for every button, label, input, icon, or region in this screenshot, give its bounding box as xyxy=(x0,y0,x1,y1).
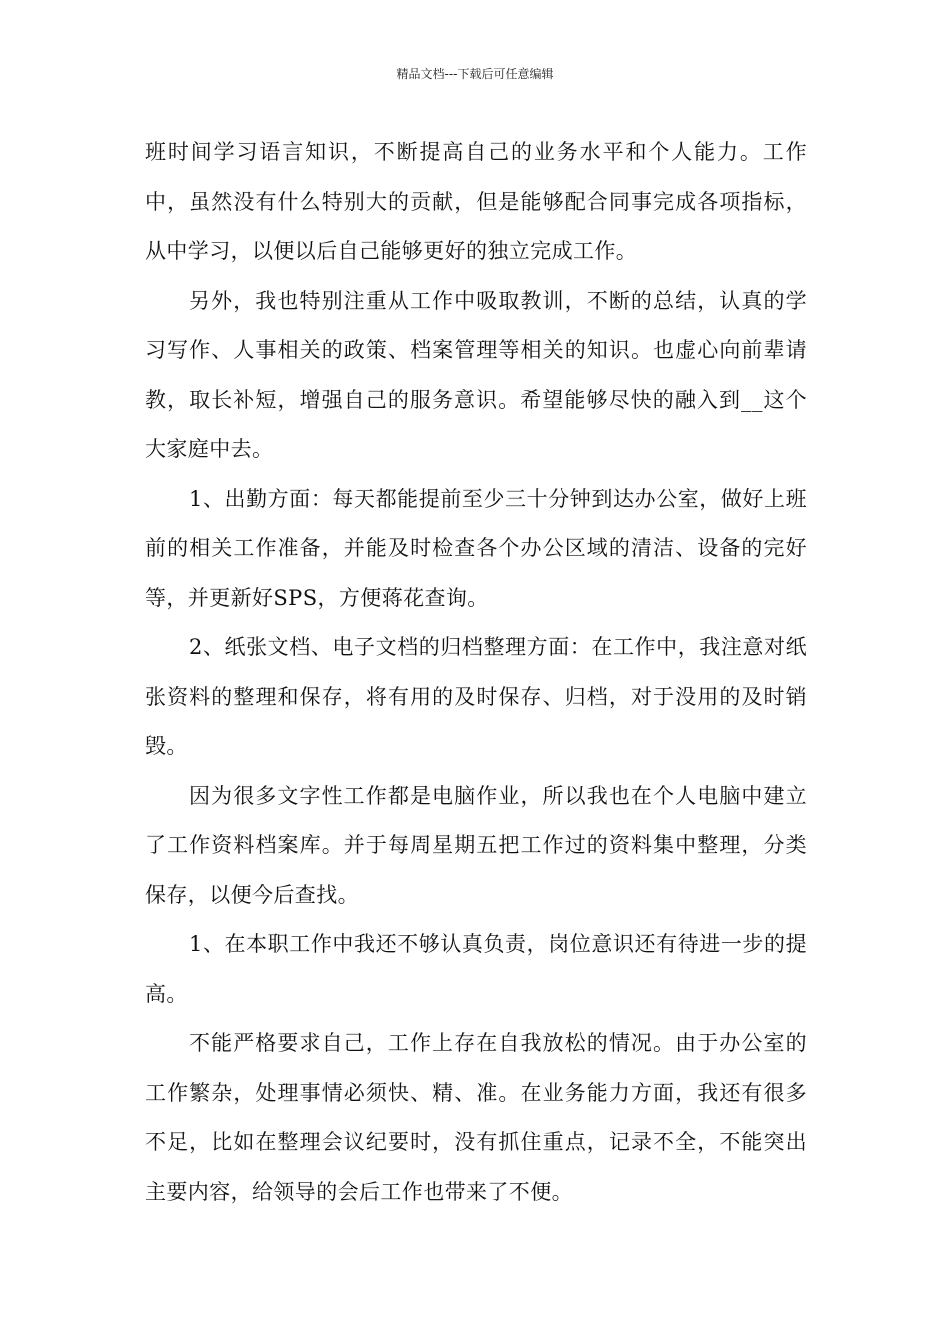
page-header: 精品文档---下载后可任意编辑 xyxy=(396,67,554,81)
paragraph-6: 1、在本职工作中我还不够认真负责，岗位意识还有待进一步的提高。 xyxy=(145,932,807,1006)
paragraph-1: 班时间学习语言知识，不断提高自己的业务水平和个人能力。工作中，虽然没有什么特别大的贡献，但是能够配合同事完成各项指标，从中学习，以便以后自己能够更好的独立完成工作。 xyxy=(145,140,807,263)
paragraph-2: 另外，我也特别注重从工作中吸取教训，不断的总结，认真的学习写作、人事相关的政策、档案管理等相关的知识。也虚心向前辈请教，取长补短，增强自己的服务意识。希望能够尽快的融入到__这个大家庭中去。 xyxy=(145,288,807,461)
paragraph-4: 2、纸张文档、电子文档的归档整理方面：在工作中，我注意对纸张资料的整理和保存，将有用的及时保存、归档，对于没用的及时销毁。 xyxy=(145,635,807,758)
document-body xyxy=(145,128,807,1217)
paragraph-3: 1、出勤方面：每天都能提前至少三十分钟到达办公室，做好上班前的相关工作准备，并能及时检查各个办公区域的清洁、设备的完好等，并更新好SPS，方便蒋花查询。 xyxy=(145,486,807,610)
paragraph-7: 不能严格要求自己，工作上存在自我放松的情况。由于办公室的工作繁杂，处理事情必须快、精、准。在业务能力方面，我还有很多不足，比如在整理会议纪要时，没有抓住重点，记录不全，不能突出主要内容，给领导的会后工作也带来了不便。 xyxy=(145,1031,807,1204)
paragraph-5: 因为很多文字性工作都是电脑作业，所以我也在个人电脑中建立了工作资料档案库。并于每周星期五把工作过的资料集中整理，分类保存，以便今后查找。 xyxy=(145,783,807,907)
